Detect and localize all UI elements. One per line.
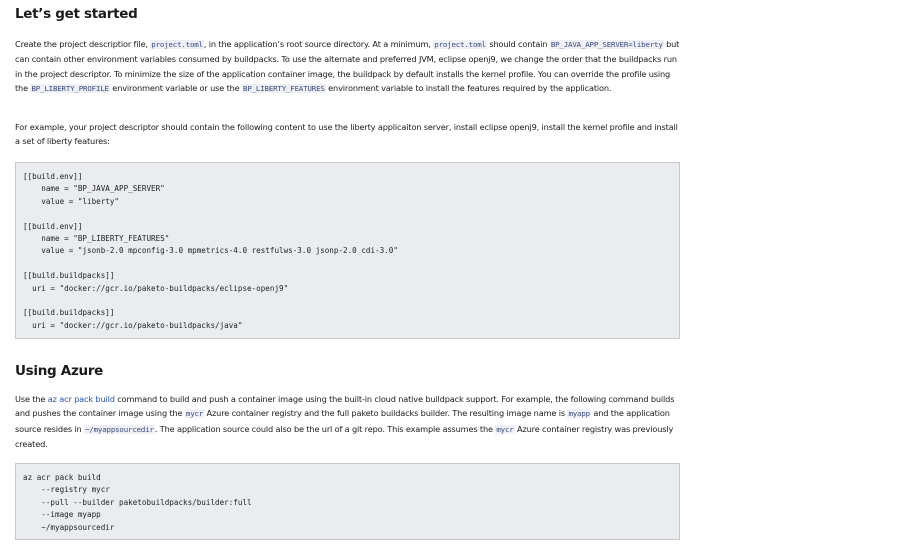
code-line: az acr pack build — [23, 473, 101, 482]
inline-code: BP_LIBERTY_PROFILE — [31, 83, 109, 93]
code-line: [[build.env]] — [23, 172, 83, 181]
text: and the application source resides in — [15, 408, 670, 434]
az-acr-pack-build-link[interactable]: az acr pack build — [47, 394, 115, 404]
code-line: ~/myappsourcedir — [23, 522, 115, 532]
code-line: value = "liberty" — [23, 196, 120, 206]
code-line — [23, 208, 672, 220]
code-line: name = "BP_JAVA_APP_SERVER" — [23, 184, 165, 194]
code-line: [[build.buildpacks]] — [23, 308, 115, 318]
inline-code: project.toml — [434, 40, 486, 49]
inline-code: myapp — [568, 409, 590, 419]
code-line: --registry mycr — [23, 485, 110, 495]
text: should contain — [486, 39, 550, 49]
text: Use the — [15, 394, 48, 404]
code-line: --pull --builder paketobuildpacks/builder:full — [23, 497, 252, 507]
inline-code: project.toml — [151, 40, 203, 49]
azure-paragraph — [15, 392, 685, 451]
section-heading: Let’s get started — [15, 6, 138, 22]
section-heading: Using Azure — [15, 363, 104, 379]
inline-code: mycr — [496, 424, 514, 434]
code-line: value = "jsonb-2.0 mpconfig-3.0 mpmetrics-4.0 restfulws-3.0 jsonp-2.0 cdi-3.0" — [23, 246, 398, 256]
code-line: name = "BP_LIBERTY_FEATURES" — [23, 233, 170, 243]
inline-code: BP_JAVA_APP_SERVER=liberty — [550, 40, 663, 49]
example-paragraph: For example, your project descriptor should contain the following content to use the liberty applicaiton server, install eclipse openj9, install the kernel profile and install a set of liberty features: — [15, 122, 678, 147]
text: environment variable to install the features required by the application. — [325, 82, 612, 93]
text: command to build and push a container image using the built-in cloud native buildpack support. For example, the following command builds and pushes the container image using the — [15, 394, 675, 419]
code-line — [23, 258, 672, 270]
inline-code: mycr — [185, 409, 204, 419]
text: Azure container registry was previously created. — [15, 423, 674, 449]
code-line — [23, 295, 672, 307]
code-line: uri = "docker://gcr.io/paketo-buildpacks/java" — [23, 320, 243, 330]
code-line: uri = "docker://gcr.io/paketo-buildpacks/eclipse-openj9" — [23, 283, 289, 293]
code-line: [[build.env]] — [23, 221, 83, 231]
inline-code: ~/myappsourcedir — [85, 424, 154, 434]
code-block-project-toml — [15, 162, 680, 339]
text: but can contain other environment variables consumed by buildpacks. To use the alternate and preferred JVM, eclipse openj9, we change the order that the buildpacks run in the project descriptor. To minimize the size of the application container image, the buildpack by default installs the kernel profile. You can override the profile using the — [15, 39, 680, 93]
inline-code: BP_LIBERTY_FEATURES — [243, 83, 325, 93]
text: Azure container registry and the full paketo buildacks builder. The resulting image name is — [204, 408, 568, 419]
text: environment variable or use the — [109, 82, 243, 93]
code-line: --image myapp — [23, 510, 101, 520]
code-line: [[build.buildpacks]] — [23, 271, 115, 281]
intro-paragraph — [15, 37, 685, 96]
text: . The application source could also be the url of a git repo. This example assumes the — [154, 423, 496, 434]
text: Create the project descriptior file, — [15, 39, 151, 49]
text: , in the application’s root source directory. At a minimum, — [203, 39, 434, 49]
code-block-az-command — [15, 463, 680, 540]
